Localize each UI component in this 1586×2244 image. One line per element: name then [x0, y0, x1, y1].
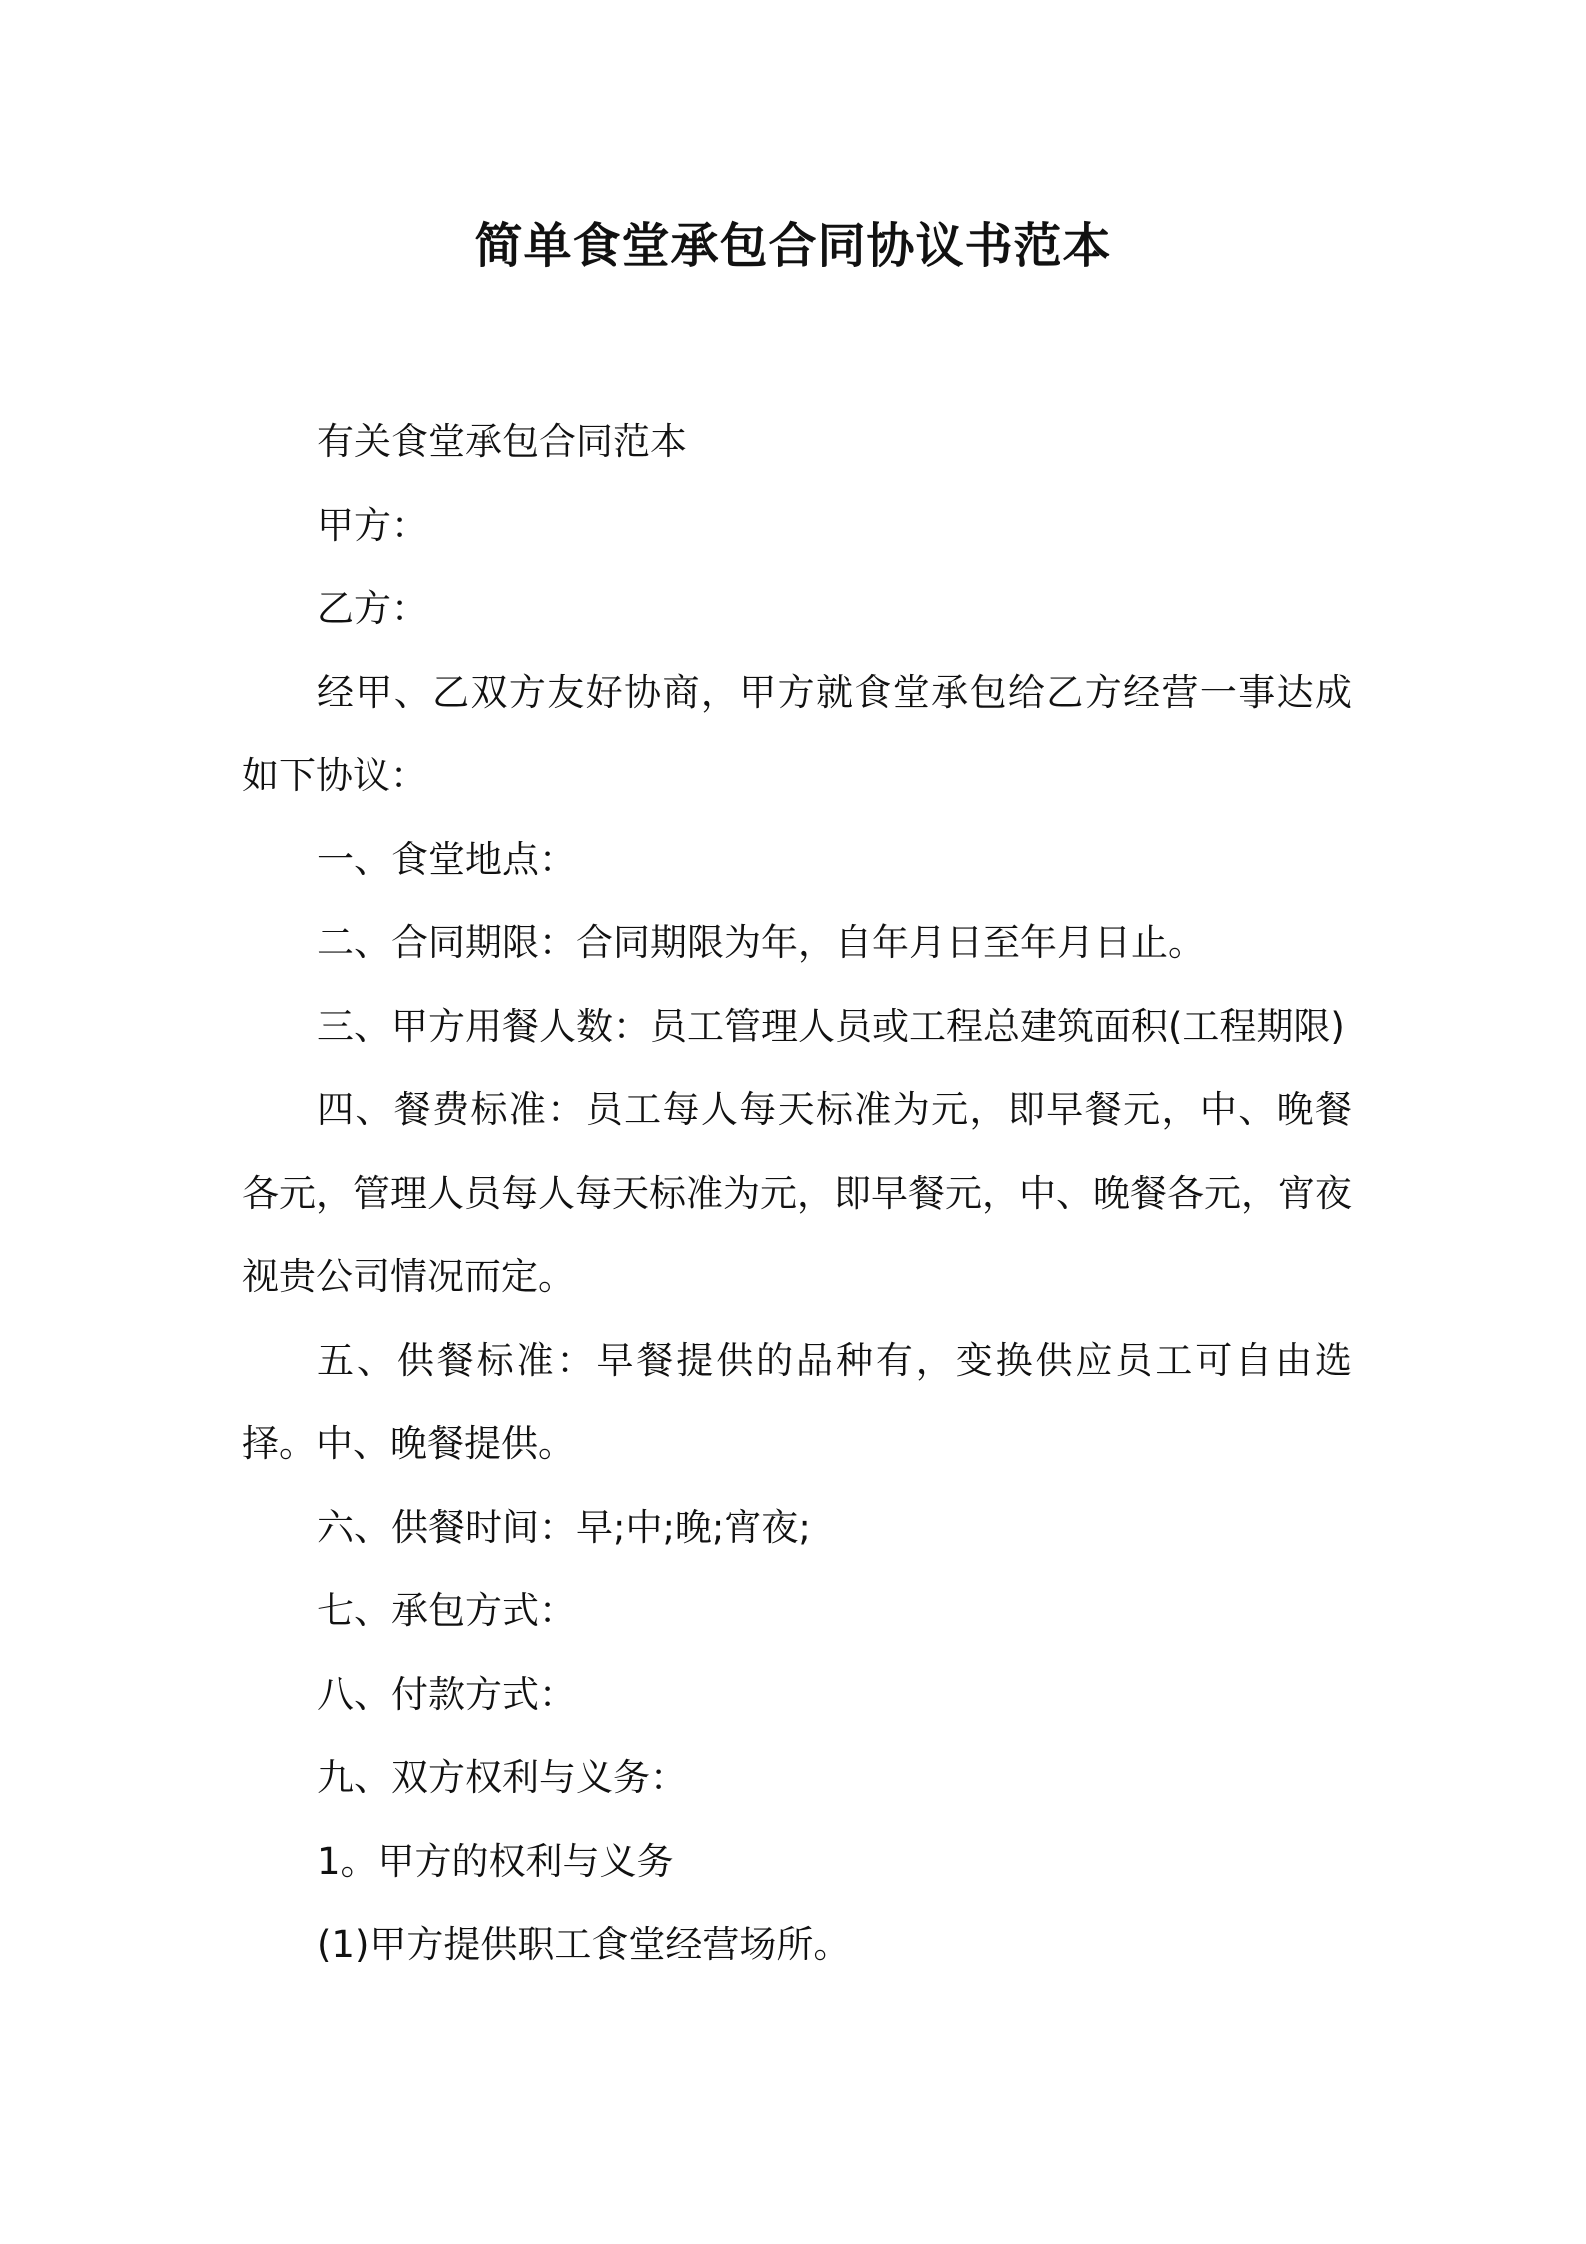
paragraph-subclause-1: 1。甲方的权利与义务: [317, 1839, 674, 1883]
paragraph-clause-2: 二、合同期限：合同期限为年，自年月日至年月日止。: [317, 921, 1205, 964]
paragraph-clause-9: 九、双方权利与义务：: [317, 1756, 687, 1799]
paragraph-clause-4: 四、餐费标准：员工每人每天标准为元，即早餐元，中、晚餐各元，管理人员每人每天标准为元，即早餐元，中、晚餐各元，宵夜视贵公司情况而定。: [242, 1088, 1352, 1298]
document-body: [242, 400, 1352, 1987]
paragraph-clause-6: 六、供餐时间：早;中;晚;宵夜;: [317, 1505, 811, 1549]
paragraph-clause-8: 八、付款方式：: [317, 1672, 576, 1716]
document-title: 简单食堂承包合同协议书范本: [474, 218, 1112, 274]
paragraph-clause-1: 一、食堂地点：: [317, 837, 576, 881]
paragraph-clause-7: 七、承包方式：: [317, 1589, 576, 1632]
paragraph-subclause-1-1: (1)甲方提供职工食堂经营场所。: [317, 1923, 851, 1966]
paragraph-party-b: 乙方：: [317, 587, 428, 630]
paragraph-clause-5: 五、供餐标准：早餐提供的品种有，变换供应员工可自由选择。中、晚餐提供。: [242, 1338, 1352, 1465]
paragraph-party-a: 甲方：: [317, 503, 428, 547]
paragraph-clause-3: 三、甲方用餐人数：员工管理人员或工程总建筑面积(工程期限): [317, 1004, 1345, 1048]
paragraph-intro: 有关食堂承包合同范本: [317, 420, 687, 463]
paragraph-preamble: 经甲、乙双方友好协商，甲方就食堂承包给乙方经营一事达成如下协议：: [242, 670, 1352, 797]
